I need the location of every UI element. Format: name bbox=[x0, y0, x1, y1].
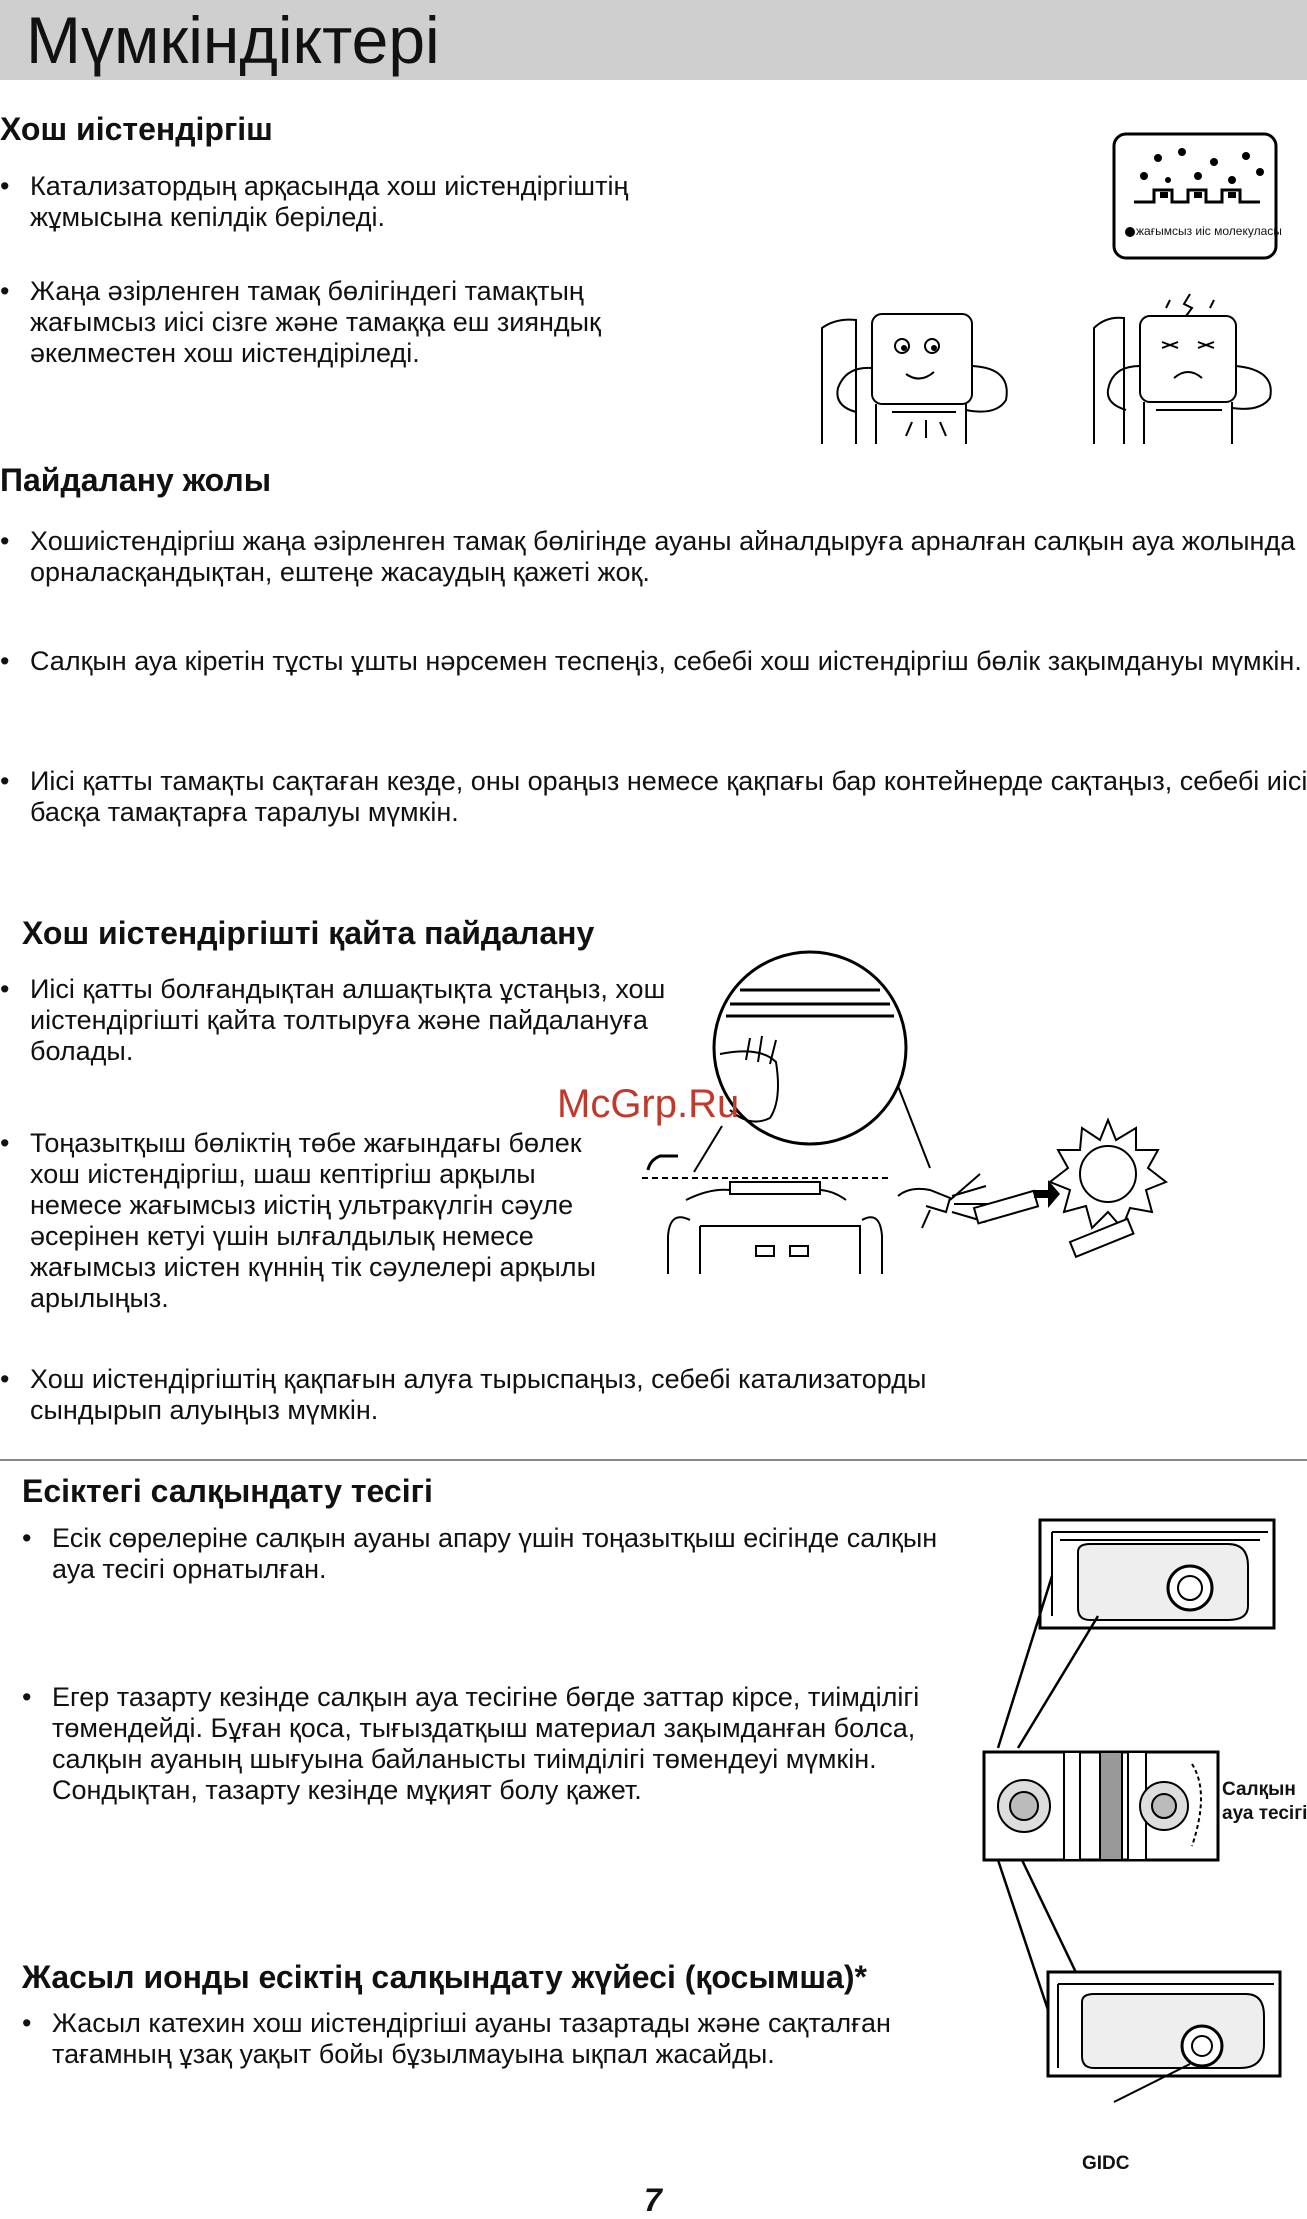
usage-bullet-2: • Салқын ауа кіретін тұсты ұшты нәрсемен теспеңіз, себебі хош иістендіргіш бөлік зақымдануы мүмкін. bbox=[0, 646, 1307, 677]
fresh-fridge-illustration bbox=[816, 296, 1056, 448]
section-divider bbox=[0, 1459, 1307, 1461]
odor-molecule-label: жағымсыз иіс молекуласы bbox=[1136, 224, 1282, 238]
door-cooling-bullet-2: • Егер тазарту кезінде салқын ауа тесігіне бөгде заттар кірсе, тиімділігі төмендейді. Бұған қоса, тығыздатқыш материал зақымданған болса, салқын ауаның шығуына байланысты тиімділігі төмендеуі мүмкін. Сондықтан, тазарту кезінде мұқият болу қажет. bbox=[22, 1682, 972, 1806]
deodorizer-heading: Хош иістендіргіш bbox=[0, 111, 273, 147]
door-cooling-bullet-1: • Есік сөрелеріне салқын ауаны апару үшін тоңазытқыш есігінде салқын ауа тесігі орнатылған. bbox=[22, 1523, 972, 1585]
smelly-fridge-illustration bbox=[1090, 286, 1290, 448]
reuse-bullet-1: • Иісі қатты болғандықтан алшақтықта ұстаңыз, хош иістендіргішті қайта толтыруға және пайдалануға болады. bbox=[0, 974, 720, 1067]
cooling-hole-label-2: ауа тесігі bbox=[1222, 1803, 1307, 1824]
page-header bbox=[0, 0, 1307, 80]
door-cooling-heading: Есіктегі салқындату тесігі bbox=[22, 1473, 433, 1509]
page-number: 7 bbox=[644, 2182, 662, 2218]
reuse-bullet-2: • Тоңазытқыш бөліктің төбе жағындағы бөлек хош иістендіргіш, шаш кептіргіш арқылы немесе жағымсыз иістің ультракүлгін сәуле әсерінен кетуі үшін ылғалдылық немесе жағымсыз иістен күннің тік сәулелері арқылы арылыңыз. bbox=[0, 1128, 615, 1314]
deodorizer-bullet-2: • Жаңа әзірленген тамақ бөлігіндегі тамақтың жағымсыз иісі сізге және тамаққа еш зияндық әкелместен хош иістендіріледі. bbox=[0, 276, 710, 369]
deodorizer-bullet-1: • Катализатордың арқасында хош иістендіргіштің жұмысына кепілдік беріледі. bbox=[0, 171, 730, 233]
odor-molecule-figure bbox=[1110, 132, 1280, 260]
green-ion-heading: Жасыл ионды есіктің салқындату жүйесі (қосымша)* bbox=[22, 1959, 867, 1995]
usage-bullet-3: • Иісі қатты тамақты сақтаған кезде, оны ораңыз немесе қақпағы бар контейнерде сақтаңыз, себебі иісі басқа тамақтарға таралуы мүмкін. bbox=[0, 766, 1307, 828]
watermark: McGrp.Ru bbox=[557, 1082, 740, 1126]
page-title: Мүмкіндіктері bbox=[26, 3, 440, 77]
usage-heading: Пайдалану жолы bbox=[0, 462, 272, 498]
reuse-bullet-3: • Хош иістендіргіштің қақпағын алуға тырыспаңыз, себебі катализаторды сындырып алуыңыз мүмкін. bbox=[0, 1364, 930, 1426]
usage-bullet-1: • Хошиістендіргіш жаңа әзірленген тамақ бөлігінде ауаны айналдыруға арналған салқын ауа жолында орналасқандықтан, ештеңе жасаудың қажеті жоқ. bbox=[0, 526, 1307, 588]
cooling-hole-label-1: Салқын bbox=[1222, 1779, 1296, 1800]
gidc-label: GIDC bbox=[1082, 2153, 1130, 2174]
reuse-heading: Хош иістендіргішті қайта пайдалану bbox=[22, 915, 595, 951]
green-ion-bullet-1: • Жасыл катехин хош иістендіргіші ауаны тазартады және сақталған тағамның ұзақ уақыт бойы бұзылмауына ықпал жасайды. bbox=[22, 2008, 932, 2070]
